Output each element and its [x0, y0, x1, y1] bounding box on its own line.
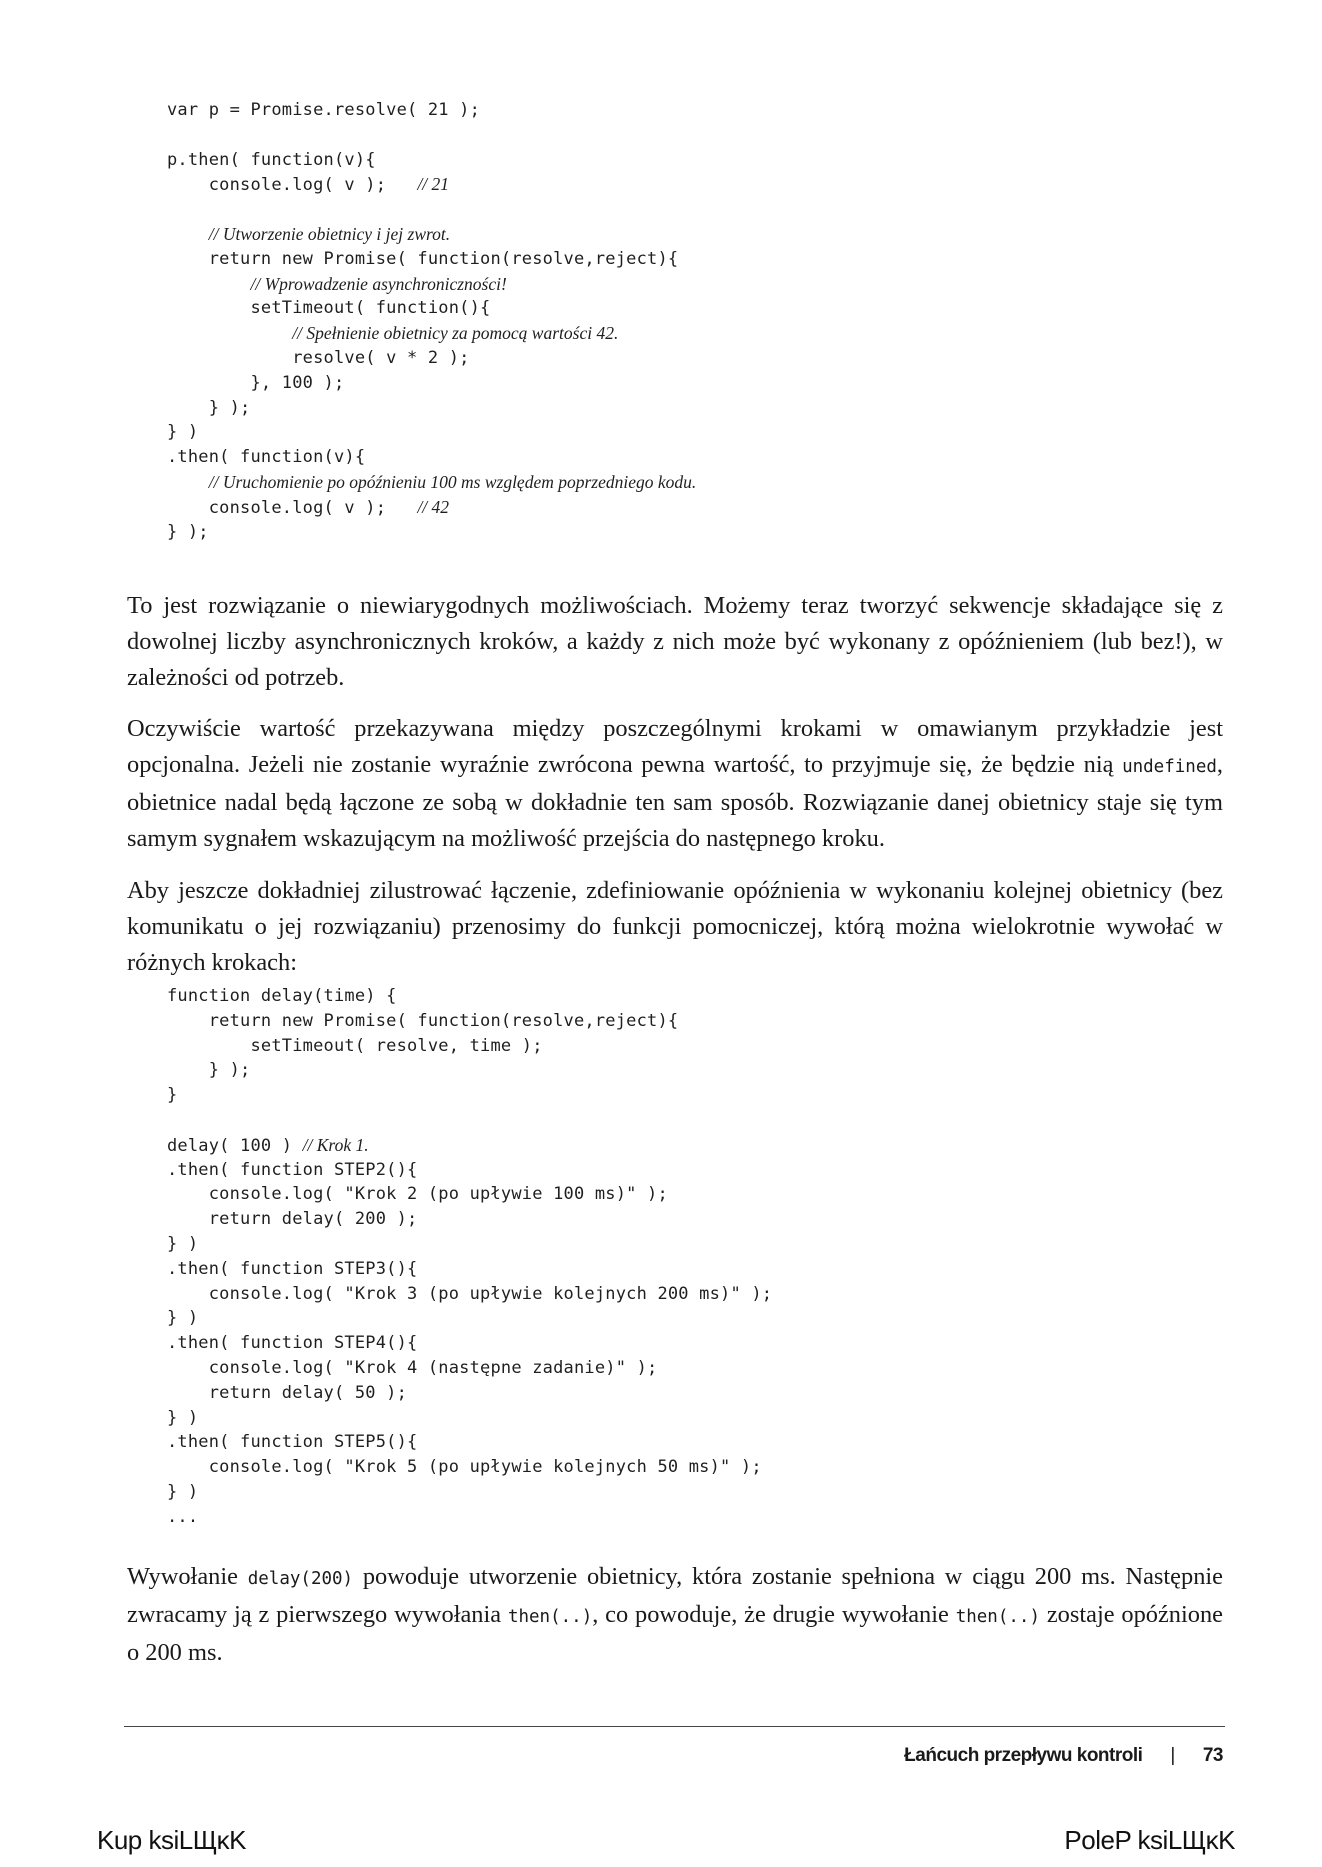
code-text: }, 100 );: [167, 372, 345, 393]
code-line: [167, 1430, 772, 1455]
code-line: [167, 1282, 772, 1307]
code-line: [167, 1133, 772, 1158]
code-line: [167, 346, 696, 371]
code-comment: // Uruchomienie po opóźnieniu 100 ms względem poprzedniego kodu.: [208, 471, 697, 492]
code-text: } );: [167, 397, 251, 418]
code-text: console.log( "Krok 4 (następne zadanie)" );: [167, 1357, 658, 1378]
code-line: [167, 1406, 772, 1431]
code-line: [167, 1455, 772, 1480]
code-text: p.then( function(v){: [167, 149, 376, 170]
code-comment: // Spełnienie obietnicy za pomocą wartości 42.: [292, 323, 619, 344]
code-comment: // Utworzenie obietnicy i jej zwrot.: [208, 223, 451, 244]
code-text: setTimeout( function(){: [167, 298, 491, 319]
paragraph-explanation: Wywołanie delay(200) powoduje utworzenie obietnicy, która zostanie spełniona w ciągu 200 ms. Następnie zwracamy ją z pierwszego wywołania then(..), co powoduje, że drugie wywołanie then(..) zostaje opóźnione o 200 ms.: [127, 1563, 1223, 1666]
code-text: } ): [167, 422, 199, 443]
code-text: .then( function STEP4(){: [167, 1333, 418, 1354]
code-text: } ): [167, 1308, 199, 1329]
code-line: [167, 172, 696, 197]
code-text: [167, 473, 209, 493]
code-line: [167, 123, 696, 148]
code-line: [167, 296, 696, 321]
code-text: .then( function STEP2(){: [167, 1159, 418, 1180]
code-text: return delay( 50 );: [167, 1382, 408, 1403]
footer-divider: [124, 1726, 1225, 1727]
code-text: return delay( 200 );: [167, 1209, 418, 1230]
paragraph-intro: To jest rozwiązanie o niewiarygodnych możliwościach. Możemy teraz tworzyć sekwencje składające się z dowolnej liczby asynchronicznych kroków, a każdy z nich może być wykonany z opóźnieniem (lub bez!), w zależności od potrzeb.: [127, 592, 1223, 691]
paragraph-delay-helper: Aby jeszcze dokładniej zilustrować łączenie, zdefiniowanie opóźnienia w wykonaniu kolejnej obietnicy (bez komunikatu o jej rozwiązaniu) przenosimy do funkcji pomocniczej, którą można wielokrotnie wywołać w różnych krokach:: [127, 877, 1223, 976]
code-text: } );: [167, 521, 209, 542]
code-comment: // 42: [417, 496, 450, 517]
code-line: [167, 1505, 772, 1530]
rate-book-link[interactable]: PoleP ksiLЩĸK: [1064, 1825, 1235, 1855]
code-text: var p = Promise.resolve( 21 );: [167, 100, 481, 120]
code-line: [167, 470, 696, 495]
code-line: [167, 197, 696, 222]
code-text: .then( function STEP5(){: [167, 1432, 418, 1453]
page-number: 73: [1202, 1745, 1223, 1766]
code-line: [167, 1232, 772, 1257]
inline-code-delay: delay(200): [247, 1569, 354, 1589]
code-line: [167, 1182, 772, 1207]
code-line: [167, 1480, 772, 1505]
code-text: } ): [167, 1407, 199, 1428]
code-line: [167, 984, 772, 1009]
code-text: .then( function(v){: [167, 447, 366, 468]
code-line: [167, 520, 696, 545]
footer-section-title: Łańcuch przepływu kontroli: [904, 1745, 1143, 1766]
code-line: [167, 1083, 772, 1108]
code-text: [167, 324, 292, 344]
code-text: resolve( v * 2 );: [167, 347, 470, 368]
inline-code-then-2: then(..): [955, 1607, 1040, 1627]
code-text: console.log( "Krok 3 (po upływie kolejnych 200 ms)" );: [167, 1283, 773, 1304]
code-comment: // Krok 1.: [302, 1134, 369, 1155]
code-text: } ): [167, 1481, 199, 1502]
code-line: [167, 1034, 772, 1059]
code-text: setTimeout( resolve, time );: [167, 1035, 543, 1056]
code-line: [167, 98, 696, 123]
code-text: console.log( v );: [167, 175, 418, 196]
footer-separator: |: [1170, 1745, 1175, 1766]
code-text: } );: [167, 1060, 251, 1081]
code-text: }: [167, 1085, 178, 1106]
page-footer: [904, 1745, 1223, 1767]
code-line: [167, 1108, 772, 1133]
code-block-promise-chain: [167, 98, 696, 544]
paragraph-undefined: Oczywiście wartość przekazywana między poszczególnymi krokami w omawianym przykładzie jest opcjonalna. Jeżeli nie zostanie wyraźnie zwrócona pewna wartość, to przyjmuje się, że będzie nią undefined, obietnice nadal będą łączone ze sobą w dokładnie ten sam sposób. Rozwiązanie danej obietnicy staje się tym samym sygnałem wskazującym na możliwość przejścia do następnego kroku.: [127, 715, 1223, 852]
buy-book-link[interactable]: Kup ksiLЩĸK: [97, 1825, 246, 1855]
code-line: [167, 1381, 772, 1406]
code-line: [167, 1158, 772, 1183]
code-text: console.log( "Krok 5 (po upływie kolejnych 50 ms)" );: [167, 1457, 762, 1478]
code-line: [167, 321, 696, 346]
code-line: [167, 445, 696, 470]
inline-code-undefined: undefined: [1122, 757, 1217, 777]
code-text: return new Promise( function(resolve,reject){: [167, 248, 679, 269]
code-line: [167, 1207, 772, 1232]
code-line: [167, 1257, 772, 1282]
code-block-delay-steps: [167, 984, 772, 1530]
code-line: [167, 1058, 772, 1083]
code-line: [167, 148, 696, 173]
code-comment: // Wprowadzenie asynchroniczności!: [250, 273, 507, 294]
code-text: delay( 100 ): [167, 1135, 303, 1156]
code-text: return new Promise( function(resolve,reject){: [167, 1010, 679, 1031]
code-text: function delay(time) {: [167, 986, 397, 1006]
code-line: [167, 1331, 772, 1356]
code-line: [167, 371, 696, 396]
code-line: [167, 420, 696, 445]
code-line: [167, 1306, 772, 1331]
code-line: [167, 247, 696, 272]
code-text: console.log( "Krok 2 (po upływie 100 ms)" );: [167, 1184, 668, 1205]
code-text: [167, 275, 250, 295]
code-line: [167, 272, 696, 297]
code-line: [167, 1009, 772, 1034]
inline-code-then-1: then(..): [507, 1607, 593, 1627]
code-text: .then( function STEP3(){: [167, 1258, 418, 1279]
code-line: [167, 495, 696, 520]
code-line: [167, 1356, 772, 1381]
code-line: [167, 222, 696, 247]
code-text: console.log( v );: [167, 497, 418, 518]
code-text: } ): [167, 1233, 199, 1254]
code-text: ...: [167, 1506, 199, 1527]
code-comment: // 21: [417, 174, 450, 195]
code-text: [167, 225, 209, 245]
code-line: [167, 396, 696, 421]
